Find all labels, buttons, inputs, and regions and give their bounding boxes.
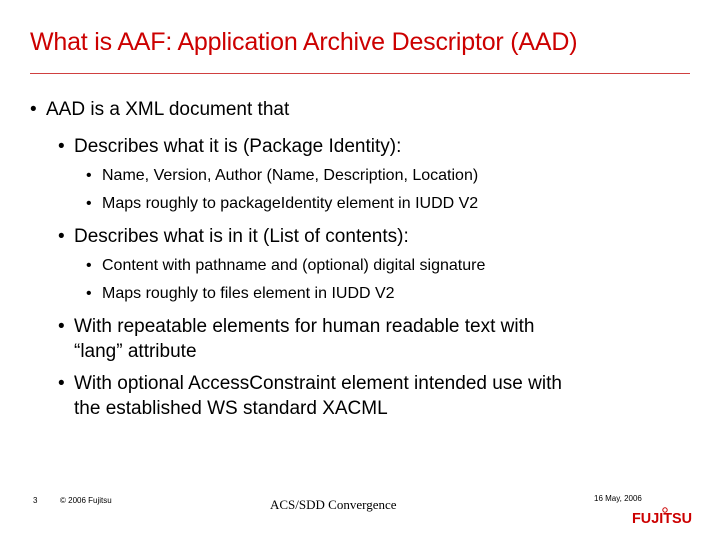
bullet-dot-icon: • bbox=[58, 226, 65, 247]
bullet-level1 bbox=[30, 99, 289, 121]
bullet-level2 bbox=[58, 136, 401, 158]
bullet-level3 bbox=[86, 285, 395, 303]
bullet-level3 bbox=[86, 167, 478, 185]
bullet-dot-icon: • bbox=[86, 285, 92, 302]
footer-center-text: ACS/SDD Convergence bbox=[270, 497, 397, 512]
page-number: 3 bbox=[33, 496, 38, 505]
bullet-text: Name, Version, Author (Name, Description, Location) bbox=[102, 167, 479, 184]
title-divider bbox=[30, 73, 690, 74]
bullet-text: With optional AccessConstraint element intended use with bbox=[74, 373, 562, 394]
bullet-text: Describes what it is (Package Identity): bbox=[74, 136, 402, 157]
bullet-continuation: “lang” attribute bbox=[74, 341, 197, 362]
slide-title: What is AAF: Application Archive Descriptor (AAD) bbox=[30, 28, 578, 56]
bullet-text: Describes what is in it (List of contents): bbox=[74, 226, 409, 247]
bullet-text: AAD is a XML document that bbox=[46, 99, 290, 120]
logo-wordmark: FUJITSU bbox=[632, 510, 692, 527]
bullet-dot-icon: • bbox=[58, 373, 65, 394]
footer-copyright: © 2006 Fujitsu bbox=[60, 496, 112, 505]
bullet-text: Content with pathname and (optional) digital signature bbox=[102, 257, 486, 274]
fujitsu-logo bbox=[632, 507, 692, 527]
bullet-level2 bbox=[58, 316, 534, 338]
footer-date: 16 May, 2006 bbox=[594, 494, 642, 503]
bullet-dot-icon: • bbox=[86, 195, 92, 212]
bullet-text: Maps roughly to files element in IUDD V2 bbox=[102, 285, 395, 302]
bullet-level3 bbox=[86, 257, 485, 275]
bullet-text: Maps roughly to packageIdentity element in IUDD V2 bbox=[102, 195, 479, 212]
bullet-text: With repeatable elements for human readable text with bbox=[74, 316, 535, 337]
bullet-level3 bbox=[86, 195, 478, 213]
bullet-continuation: the established WS standard XACML bbox=[74, 398, 388, 419]
bullet-dot-icon: • bbox=[58, 136, 65, 157]
bullet-level2 bbox=[58, 226, 409, 248]
bullet-level2 bbox=[58, 373, 562, 395]
bullet-dot-icon: • bbox=[86, 257, 92, 274]
bullet-dot-icon: • bbox=[86, 167, 92, 184]
bullet-dot-icon: • bbox=[58, 316, 65, 337]
bullet-dot-icon: • bbox=[30, 99, 37, 120]
